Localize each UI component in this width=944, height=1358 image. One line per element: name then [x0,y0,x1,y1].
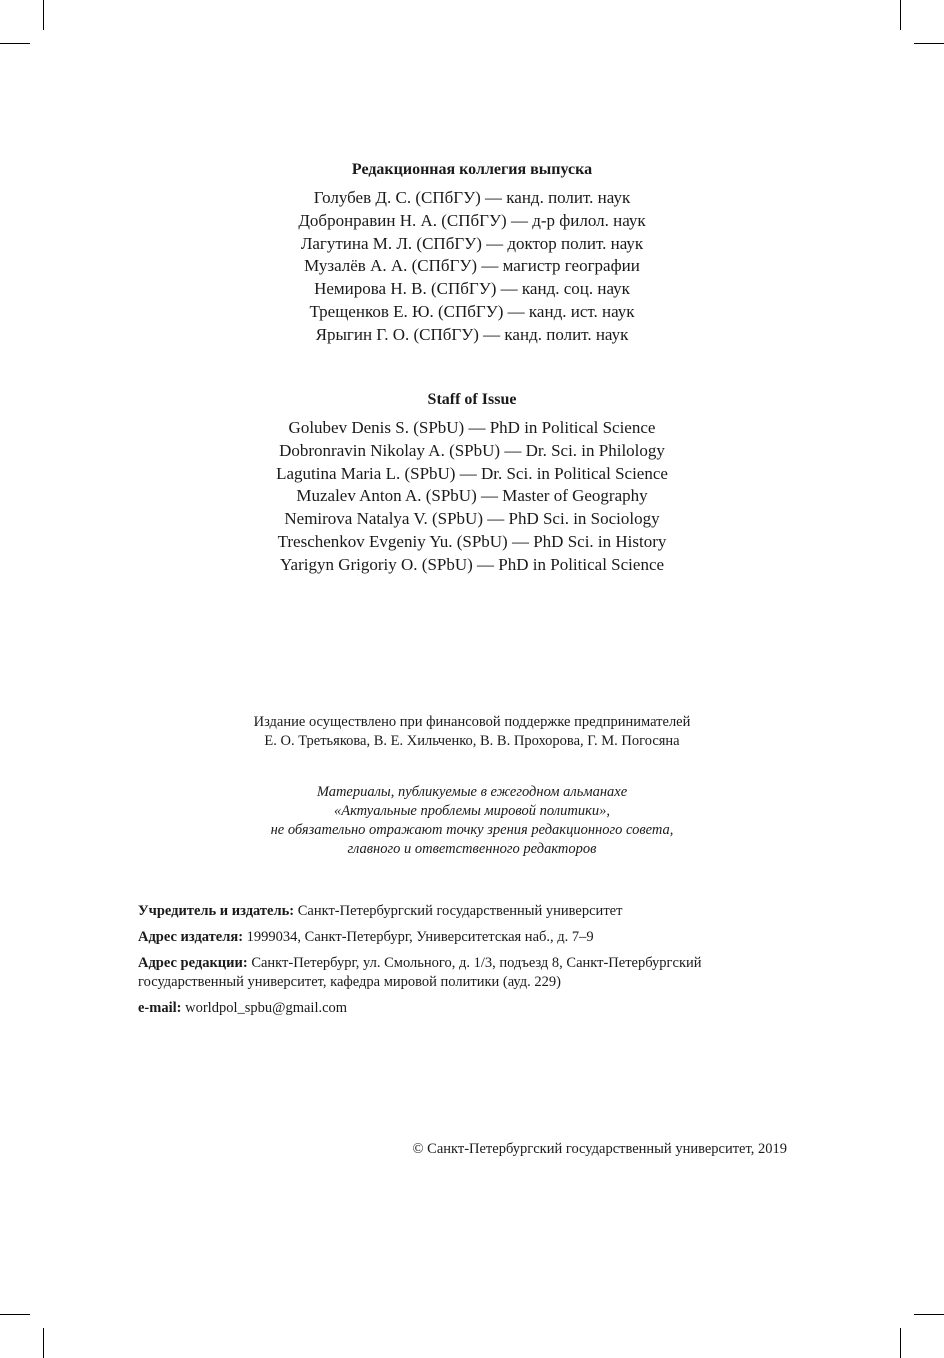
disclaimer-line: «Актуальные проблемы мировой политики», [333,803,610,819]
list-item: Treschenkov Evgeniy Yu. (SPbU) — PhD Sci. in History [277,531,667,551]
editorial-board-ru [0,159,944,347]
list-item: Dobronravin Nikolay A. (SPbU) — Dr. Sci. in Philology [279,440,665,460]
disclaimer [0,783,944,859]
list-item: Lagutina Maria L. (SPbU) — Dr. Sci. in Political Science [276,463,668,483]
founder-value: Санкт-Петербургский государственный университет [297,903,623,919]
founder-row [138,902,818,921]
founder-label: Учредитель и издатель: [138,903,295,919]
editorial-board-ru-title: Редакционная коллегия выпуска [351,161,593,178]
crop-mark-top-right-vertical [900,0,901,30]
crop-mark-bottom-right-vertical [900,1328,901,1358]
publisher-address-row [138,928,818,947]
list-item: Nemirova Natalya V. (SPbU) — PhD Sci. in Sociology [284,509,660,529]
crop-mark-top-left-vertical [43,0,44,30]
list-item: Трещенков Е. Ю. (СПбГУ) — канд. ист. наук [309,301,635,321]
list-item: Muzalev Anton A. (SPbU) — Master of Geography [296,486,648,506]
list-item: Добронравин Н. А. (СПбГУ) — д-р филол. наук [298,210,646,230]
list-item: Музалёв А. А. (СПбГУ) — магистр географии [304,256,640,276]
crop-mark-top-left-horizontal [0,43,30,44]
email-value: worldpol_spbu@gmail.com [185,1000,348,1016]
editorial-board-en [0,389,944,577]
list-item: Ярыгин Г. О. (СПбГУ) — канд. полит. наук [315,324,629,344]
email-label: e-mail: [138,1000,182,1016]
publisher-address-label: Адрес издателя: [138,929,244,945]
funding-note-line: Е. О. Третьякова, В. Е. Хильченко, В. В. Прохорова, Г. М. Погосяна [264,733,680,749]
publisher-info [138,902,818,1018]
list-item: Немирова Н. В. (СПбГУ) — канд. соц. наук [314,279,630,299]
disclaimer-line: Материалы, публикуемые в ежегодном альманахе [316,784,628,800]
disclaimer-line: главного и ответственного редакторов [347,841,597,857]
editorial-board-en-title: Staff of Issue [427,391,517,408]
copyright: © Санкт-Петербургский государственный университет, 2019 [412,1141,787,1157]
editorial-office-row [138,954,793,992]
list-item: Yarigyn Grigoriy O. (SPbU) — PhD in Political Science [279,554,665,574]
email-row [138,999,818,1018]
publisher-address-value: 1999034, Санкт-Петербург, Университетская наб., д. 7–9 [246,929,594,945]
crop-mark-top-right-horizontal [914,43,944,44]
crop-mark-bottom-left-vertical [43,1328,44,1358]
editorial-office-label: Адрес редакции: [138,955,248,971]
editorial-office-value: Санкт-Петербург, ул. Смольного, д. 1/3, подъезд 8, Санкт-Петербургский государственный университет, кафедра мировой политики (ауд. 229) [138,955,702,990]
editorial-board-en-list [0,417,944,577]
list-item: Лагутина М. Л. (СПбГУ) — доктор полит. наук [300,233,644,253]
funding-note [0,713,944,751]
list-item: Голубев Д. С. (СПбГУ) — канд. полит. наук [313,188,631,207]
funding-note-line: Издание осуществлено при финансовой поддержке предпринимателей [253,714,691,730]
crop-mark-bottom-right-horizontal [914,1314,944,1315]
list-item: Golubev Denis S. (SPbU) — PhD in Political Science [288,418,656,437]
disclaimer-line: не обязательно отражают точку зрения редакционного совета, [270,822,674,838]
crop-mark-bottom-left-horizontal [0,1314,30,1315]
editorial-board-ru-list [0,187,944,347]
